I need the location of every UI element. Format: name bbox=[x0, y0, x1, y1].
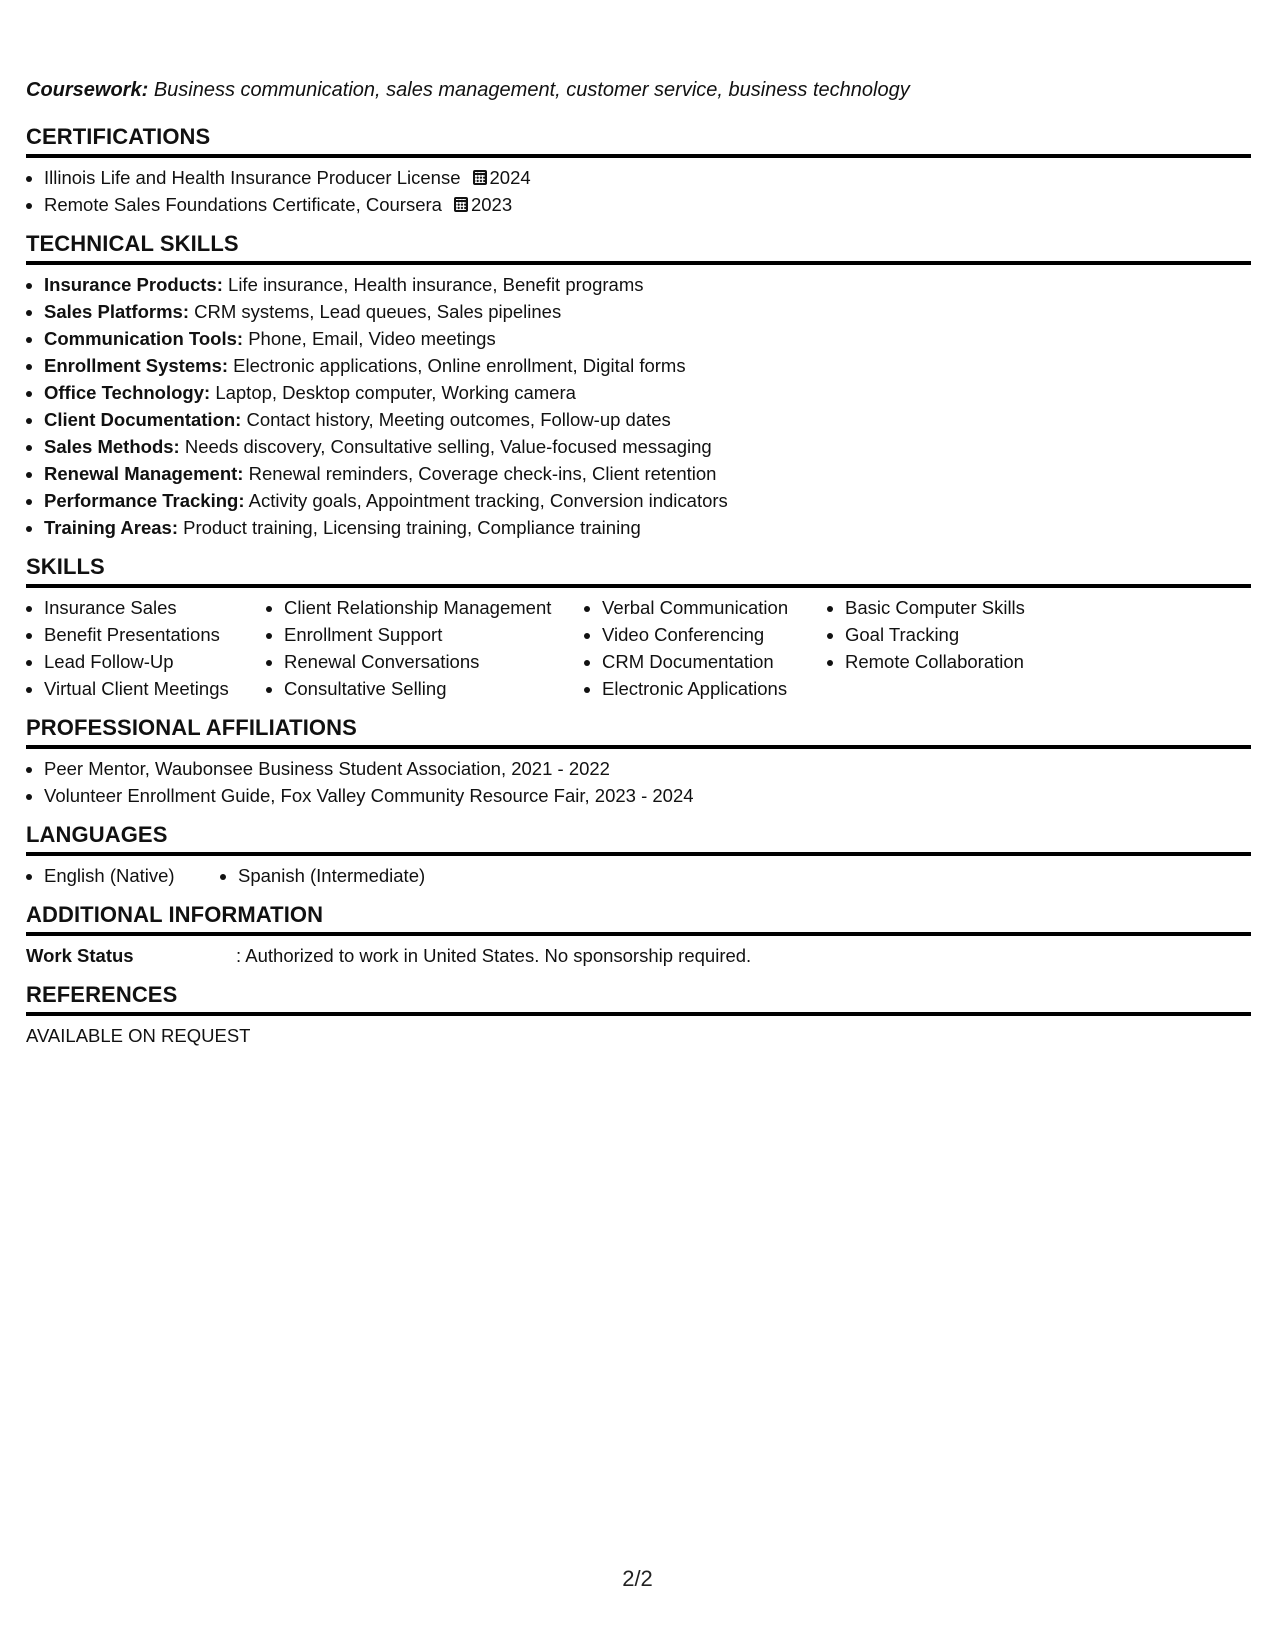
certifications-section bbox=[26, 124, 1251, 218]
skill-category-label: Client Documentation: bbox=[44, 409, 242, 430]
skills-column bbox=[266, 594, 584, 702]
list-item bbox=[44, 164, 1251, 191]
certification-year: 2024 bbox=[489, 167, 531, 188]
language-list bbox=[26, 862, 214, 889]
coursework-label: Coursework: bbox=[26, 79, 149, 101]
list-item: • Consultative Selling bbox=[284, 675, 584, 702]
list-item: • CRM Documentation bbox=[602, 648, 827, 675]
skills-grid bbox=[26, 594, 1251, 702]
skill-category-value: Electronic applications, Online enrollment, Digital forms bbox=[233, 355, 686, 376]
skill-category-value: Contact history, Meeting outcomes, Follow-up dates bbox=[246, 409, 671, 430]
list-item bbox=[44, 406, 1251, 433]
additional-information-heading: ADDITIONAL INFORMATION bbox=[26, 902, 1251, 936]
skill-category-label: Sales Methods: bbox=[44, 436, 180, 457]
list-item bbox=[44, 433, 1251, 460]
technical-skills-list bbox=[26, 271, 1251, 541]
list-item: • Verbal Communication bbox=[602, 594, 827, 621]
list-item bbox=[44, 325, 1251, 352]
skill-category-label: Enrollment Systems: bbox=[44, 355, 229, 376]
list-item bbox=[44, 460, 1251, 487]
calendar-icon bbox=[473, 170, 487, 185]
skill-category-label: Performance Tracking: bbox=[44, 490, 245, 511]
affiliations-section bbox=[26, 715, 1251, 809]
list-item bbox=[44, 487, 1251, 514]
list-item: • Electronic Applications bbox=[602, 675, 827, 702]
list-item: • Remote Collaboration bbox=[845, 648, 1065, 675]
list-item bbox=[44, 298, 1251, 325]
work-status-row bbox=[26, 942, 1251, 969]
list-item: • Video Conferencing bbox=[602, 621, 827, 648]
list-item bbox=[44, 271, 1251, 298]
certification-name: Illinois Life and Health Insurance Producer License bbox=[44, 167, 461, 188]
skill-category-value: Renewal reminders, Coverage check-ins, Client retention bbox=[248, 463, 717, 484]
skill-category-value: Laptop, Desktop computer, Working camera bbox=[215, 382, 576, 403]
skills-column bbox=[26, 594, 266, 702]
list-item: • Peer Mentor, Waubonsee Business Student Association, 2021 - 2022 bbox=[44, 755, 1251, 782]
skill-category-value: Phone, Email, Video meetings bbox=[248, 328, 496, 349]
list-item: • Goal Tracking bbox=[845, 621, 1065, 648]
work-status-value: : Authorized to work in United States. No sponsorship required. bbox=[236, 945, 752, 966]
skills-column bbox=[827, 594, 1065, 702]
skill-category-value: Needs discovery, Consultative selling, Value-focused messaging bbox=[184, 436, 712, 457]
references-heading: REFERENCES bbox=[26, 982, 1251, 1016]
list-item: • English (Native) bbox=[44, 862, 214, 889]
list-item: • Basic Computer Skills bbox=[845, 594, 1065, 621]
list-item: • Lead Follow-Up bbox=[44, 648, 266, 675]
skill-category-label: Office Technology: bbox=[44, 382, 211, 403]
list-item: • Volunteer Enrollment Guide, Fox Valley Community Resource Fair, 2023 - 2024 bbox=[44, 782, 1251, 809]
list-item bbox=[44, 514, 1251, 541]
list-item bbox=[44, 379, 1251, 406]
skill-category-value: Life insurance, Health insurance, Benefit programs bbox=[228, 274, 644, 295]
skill-category-label: Renewal Management: bbox=[44, 463, 244, 484]
skill-category-value: Product training, Licensing training, Compliance training bbox=[183, 517, 641, 538]
list-item: • Enrollment Support bbox=[284, 621, 584, 648]
languages-section bbox=[26, 822, 1251, 889]
coursework-text: Business communication, sales management, customer service, business technology bbox=[153, 79, 910, 101]
languages-heading: LANGUAGES bbox=[26, 822, 1251, 856]
skill-category-label: Insurance Products: bbox=[44, 274, 223, 295]
skill-category-label: Sales Platforms: bbox=[44, 301, 189, 322]
skill-category-label: Training Areas: bbox=[44, 517, 178, 538]
calendar-icon bbox=[454, 197, 468, 212]
coursework-line bbox=[26, 76, 1251, 104]
language-list bbox=[220, 862, 425, 889]
list-item: • Client Relationship Management bbox=[284, 594, 584, 621]
references-text: AVAILABLE ON REQUEST bbox=[26, 1025, 251, 1046]
affiliations-heading: PROFESSIONAL AFFILIATIONS bbox=[26, 715, 1251, 749]
list-item: • Spanish (Intermediate) bbox=[238, 862, 425, 889]
list-item: • Virtual Client Meetings bbox=[44, 675, 266, 702]
certifications-heading: CERTIFICATIONS bbox=[26, 124, 1251, 158]
skills-heading: SKILLS bbox=[26, 554, 1251, 588]
resume-page bbox=[26, 76, 1251, 1062]
list-item: • Benefit Presentations bbox=[44, 621, 266, 648]
skill-category-label: Communication Tools: bbox=[44, 328, 244, 349]
list-item: • Insurance Sales bbox=[44, 594, 266, 621]
list-item: • Renewal Conversations bbox=[284, 648, 584, 675]
certifications-list bbox=[26, 164, 1251, 218]
work-status-label: Work Status bbox=[26, 945, 134, 966]
additional-information-section bbox=[26, 902, 1251, 969]
skills-column bbox=[584, 594, 827, 702]
page-number: 2/2 bbox=[622, 1566, 653, 1591]
list-item bbox=[44, 352, 1251, 379]
affiliations-list bbox=[26, 755, 1251, 809]
technical-skills-heading: TECHNICAL SKILLS bbox=[26, 231, 1251, 265]
list-item bbox=[44, 191, 1251, 218]
skill-category-value: CRM systems, Lead queues, Sales pipelines bbox=[194, 301, 562, 322]
skills-section bbox=[26, 554, 1251, 702]
skill-category-value: Activity goals, Appointment tracking, Conversion indicators bbox=[248, 490, 728, 511]
certification-year: 2023 bbox=[470, 194, 513, 215]
references-section bbox=[26, 982, 1251, 1049]
languages-row bbox=[26, 862, 1251, 889]
technical-skills-section bbox=[26, 231, 1251, 541]
certification-name: Remote Sales Foundations Certificate, Coursera bbox=[44, 194, 442, 215]
